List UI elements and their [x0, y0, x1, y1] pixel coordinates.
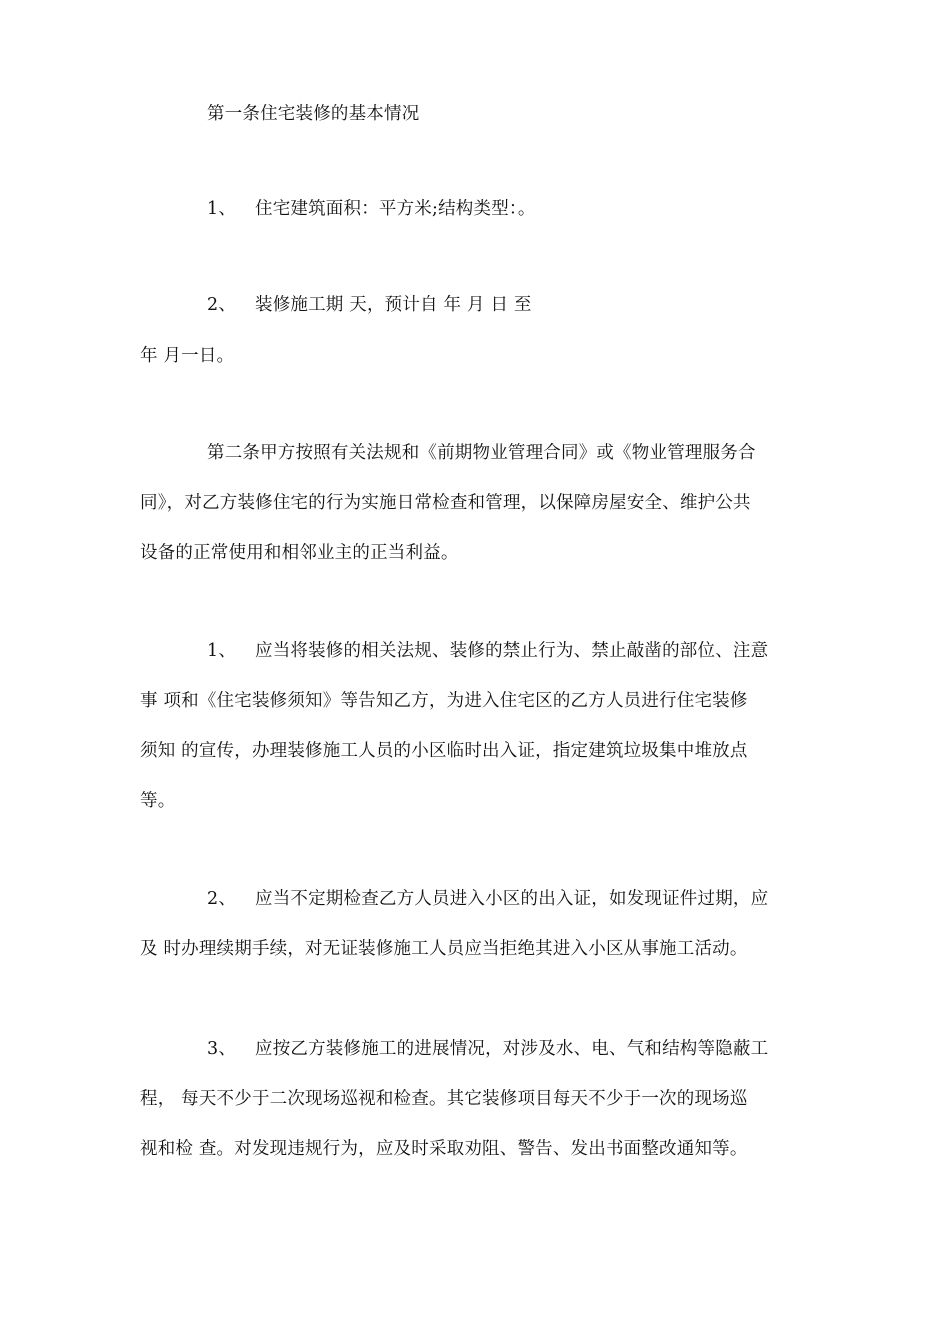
article2-item3-line3: 视和检 查。对发现违规行为，应及时采取劝阻、警告、发出书面整改通知等。: [140, 1139, 748, 1159]
article2-item1-line1: [207, 641, 887, 661]
article2-item3-text: 应按乙方装修施工的进展情况，对涉及水、电、气和结构等隐蔽工: [255, 1039, 769, 1059]
article2-item1-line3: 须知 的宣传，办理装修施工人员的小区临时出入证，指定建筑垃圾集中堆放点: [140, 741, 748, 761]
article1-item1: [207, 199, 887, 219]
article2-item2-text: 应当不定期检查乙方人员进入小区的出入证，如发现证件过期，应: [255, 889, 769, 909]
article2-item2-number: 2、: [207, 889, 237, 909]
article1-item1-number: 1、: [207, 199, 237, 219]
article2-item3-line1: [207, 1039, 887, 1059]
article2-item2-line2: 及 时办理续期手续，对无证装修施工人员应当拒绝其进入小区从事施工活动。: [140, 939, 748, 959]
article2-line2: 同》，对乙方装修住宅的行为实施日常检查和管理，以保障房屋安全、维护公共: [140, 493, 751, 513]
article1-item2-continuation: 年 月一日。: [140, 346, 235, 366]
article2-line3: 设备的正常使用和相邻业主的正当利益。: [140, 543, 459, 563]
article1-item2-text: 装修施工期 天，预计自 年 月 日 至: [255, 295, 532, 315]
article2-item1-line2: 事 项和《住宅装修须知》等告知乙方，为进入住宅区的乙方人员进行住宅装修: [140, 691, 748, 711]
article2-item1-line4: 等。: [140, 791, 176, 811]
article2-item2-line1: [207, 889, 887, 909]
article1-item1-text: 住宅建筑面积：平方米;结构类型：。: [255, 199, 536, 219]
article2-line1: 第二条甲方按照有关法规和《前期物业管理合同》或《物业管理服务合: [207, 443, 756, 463]
article1-item2-number: 2、: [207, 295, 237, 315]
article2-item3-line2: 程， 每天不少于二次现场巡视和检查。其它装修项目每天不少于一次的现场巡: [140, 1089, 748, 1109]
article2-item1-number: 1、: [207, 641, 237, 661]
article2-item1-text: 应当将装修的相关法规、装修的禁止行为、禁止敲凿的部位、注意: [255, 641, 769, 661]
article2-item3-number: 3、: [207, 1039, 237, 1059]
article1-heading: 第一条住宅装修的基本情况: [207, 104, 420, 124]
article1-item2: [207, 295, 887, 315]
